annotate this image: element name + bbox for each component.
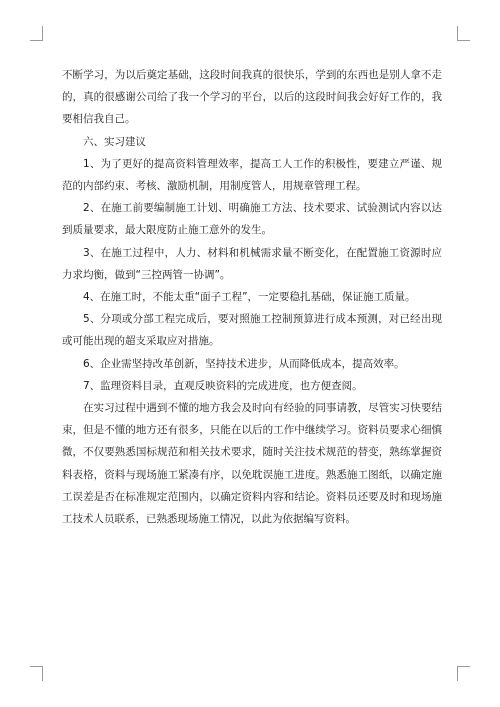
crop-mark-bottom-left [30,666,43,681]
suggestion-item-2: 2、在施工前要编制施工计划、明确施工方法、技术要求、试验测试内容以达到质量要求，最大限度防止施工意外的发生。 [62,202,442,237]
crop-mark-top-right [457,26,470,41]
paragraph-intro: 不断学习，为以后奠定基础，这段时间我真的很快乐，学到的东西也是别人拿不走的，真的很感谢公司给了我一个学习的平台，以后的这段时间我会好好工作的，我要相信我自己。 [62,69,442,126]
paragraph-closing: 在实习过程中遇到不懂的地方我会及时向有经验的同事请教，尽管实习快要结束，但是不懂的地方还有很多，只能在以后的工作中继续学习。资料员要求心细慎微，不仅要熟悉国标规范和相关技术要求，随时关注技术规范的替变，熟练掌握资料表格，资料与现场施工紧凑有序，以免耽误施工进度。熟悉施工图纸，以确定施工误差是否在标准规定范围内，以确定资料内容和结论。资料员还要及时和现场施工技术人员联系，已熟悉现场施工情况，以此为依据编写资料。 [62,402,442,526]
section-heading-internship-suggestions: 六、实习建议 [83,135,146,148]
suggestion-item-5: 5、分项或分部工程完成后，要对照施工控制预算进行成本预测，对已经出现或可能出现的超支采取应对措施。 [62,313,442,348]
crop-mark-top-left [30,26,43,41]
suggestion-item-7: 7、监理资料目录，直观反映资料的完成进度，也方便查阅。 [83,379,363,392]
suggestion-item-3: 3、在施工过程中，人力、材料和机械需求量不断变化，在配置施工资源时应力求均衡，做到“三控两管一协调”。 [62,246,442,281]
suggestion-item-6: 6、企业需坚持改革创新，坚持技术进步，从而降低成本，提高效率。 [83,357,405,370]
suggestion-item-1: 1、为了更好的提高资料管理效率，提高工人工作的积极性，要建立严谨、规范的内部约束、考核、激励机制，用制度管人，用规章管理工程。 [62,157,442,193]
suggestion-item-4: 4、在施工时，不能太重“面子工程”，一定要稳扎基础，保证施工质量。 [83,291,416,304]
crop-mark-bottom-right [457,666,470,681]
document-body [62,64,442,530]
